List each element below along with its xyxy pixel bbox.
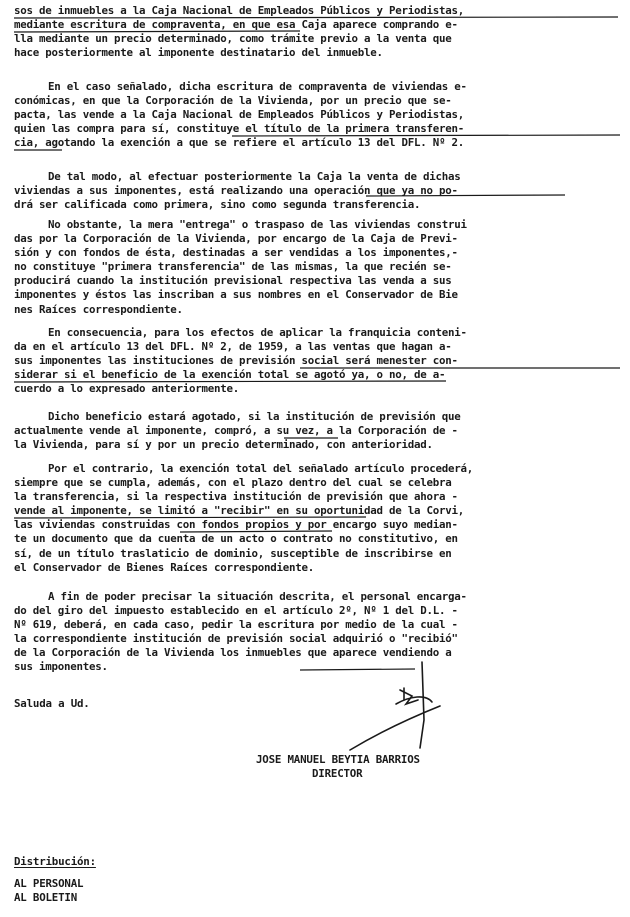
distribution-item: AL PERSONAL <box>14 877 84 890</box>
text-line: A fin de poder precisar la situación descrita, el personal encarga- <box>48 590 467 603</box>
text-line: De tal modo, al efectuar posteriormente la Caja la venta de dichas <box>48 170 461 183</box>
text-line: da en el artículo 13 del DFL. Nº 2, de 1959, a las ventas que hagan a- <box>14 340 452 354</box>
text-line: lla mediante un precio determinado, como trámite previo a la venta que <box>14 32 452 46</box>
text-line: la correspondiente institución de previsión social adquirió o "recibió" <box>14 632 458 646</box>
text-line: quien las compra para sí, constituye el título de la primera transferen- <box>14 122 465 136</box>
text-line: do del giro del impuesto establecido en el artículo 2º, Nº 1 del D.L. - <box>14 604 458 618</box>
text-line: la Vivienda, para sí y por un precio determinado, con anterioridad. <box>14 438 433 452</box>
distribution-heading: Distribución: <box>14 855 96 868</box>
paragraph-3 <box>14 170 620 212</box>
text-line: En consecuencia, para los efectos de aplicar la franquicia conteni- <box>48 326 467 339</box>
text-line: conómicas, en que la Corporación de la Vivienda, por un precio que se- <box>14 94 452 108</box>
paragraph-8 <box>14 590 620 675</box>
text-line: cia, agotando la exención a que se refiere el artículo 13 del DFL. Nº 2. <box>14 136 465 150</box>
text-line: Dicho beneficio estará agotado, si la institución de previsión que <box>48 410 461 423</box>
text-line: vende al imponente, se limitó a "recibir" en su oportunidad de la Corvi, <box>14 504 465 518</box>
closing-salutation: Saluda a Ud. <box>14 697 90 710</box>
text-line: pacta, las vende a la Caja Nacional de Empleados Públicos y Periodistas, <box>14 108 465 122</box>
text-line: no constituye "primera transferencia" de las mismas, la que recién se- <box>14 260 452 274</box>
text-line: la transferencia, si la respectiva institución de previsión que ahora - <box>14 490 458 504</box>
text-line: Nº 619, deberá, en cada caso, pedir la escritura por medio de la cual - <box>14 618 458 632</box>
paragraph-7 <box>14 462 620 575</box>
text-line: te un documento que da cuenta de un acto o contrato no constitutivo, en <box>14 532 458 546</box>
paragraph-6 <box>14 410 620 452</box>
paragraph-2 <box>14 80 620 150</box>
text-line: hace posteriormente al imponente destinatario del inmueble. <box>14 46 383 60</box>
handwritten-signature <box>340 660 450 755</box>
text-line: viviendas a sus imponentes, está realizando una operación que ya no po- <box>14 184 458 198</box>
text-line: sos de inmuebles a la Caja Nacional de Empleados Públicos y Periodistas, <box>14 4 465 17</box>
text-line: No obstante, la mera "entrega" o traspaso de las viviendas construi <box>48 218 467 231</box>
text-line: En el caso señalado, dicha escritura de compraventa de viviendas e- <box>48 80 467 93</box>
text-line: Por el contrario, la exención total del señalado artículo procederá, <box>48 462 474 475</box>
signatory-title: DIRECTOR <box>312 767 363 780</box>
text-line: las viviendas construidas con fondos propios y por encargo suyo median- <box>14 518 458 532</box>
text-line: imponentes y éstos las inscriban a sus nombres en el Conservador de Bie <box>14 288 458 302</box>
text-line: nes Raíces correspondiente. <box>14 302 183 316</box>
text-line: cuerdo a lo expresado anteriormente. <box>14 382 240 396</box>
text-line: siderar si el beneficio de la exención total se agotó ya, o no, de a- <box>14 368 446 382</box>
distribution-block <box>14 855 96 905</box>
paragraph-1 <box>14 4 620 60</box>
text-line: mediante escritura de compraventa, en que esa Caja aparece comprando e- <box>14 18 458 32</box>
text-line: sión y con fondos de ésta, destinadas a ser vendidas a los imponentes,- <box>14 246 458 260</box>
text-line: das por la Corporación de la Vivienda, por encargo de la Caja de Previ- <box>14 232 458 246</box>
text-line: sus imponentes. <box>14 660 108 674</box>
signatory-name: JOSE MANUEL BEYTIA BARRIOS <box>256 753 420 766</box>
text-line: sus imponentes las instituciones de previsión social será menester con- <box>14 354 458 368</box>
text-line: sí, de un título traslaticio de dominio, susceptible de inscribirse en <box>14 546 452 560</box>
text-line: producirá cuando la institución previsional respectiva las venda a sus <box>14 274 452 288</box>
distribution-item: AL BOLETIN <box>14 891 78 904</box>
text-line: siempre que se cumpla, además, con el plazo dentro del cual se celebra <box>14 476 452 490</box>
text-line: de la Corporación de la Vivienda los inmuebles que aparece vendiendo a <box>14 646 452 660</box>
text-line: el Conservador de Bienes Raíces correspondiente. <box>14 560 315 574</box>
paragraph-4 <box>14 218 620 317</box>
text-line: actualmente vende al imponente, compró, a su vez, a la Corporación de - <box>14 424 458 438</box>
paragraph-5 <box>14 326 620 396</box>
text-line: drá ser calificada como primera, sino como segunda transferencia. <box>14 198 421 212</box>
